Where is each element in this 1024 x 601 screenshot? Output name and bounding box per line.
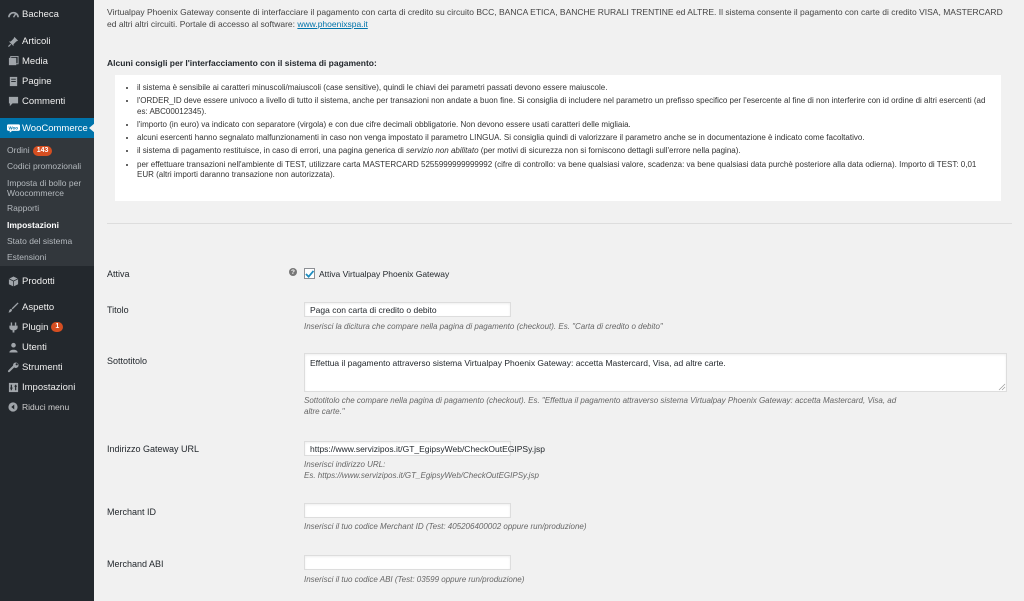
menu-label: Pagine <box>22 75 52 87</box>
description-line: Inserisci indirizzo URL: <box>304 460 386 469</box>
tools-icon <box>4 361 22 373</box>
submenu-imposta-di-bollo[interactable] <box>7 178 81 198</box>
woocommerce-icon <box>4 122 22 134</box>
pin-icon <box>4 35 22 47</box>
submenu-label: Woocommerce <box>7 188 64 198</box>
tip-item: • l'importo (in euro) va indicato con separatore (virgola) e con due cifre decimali obbligatorie. Non devono essere usati caratteri delle migliaia. <box>137 120 989 130</box>
plugin-updates-badge: 1 <box>51 322 63 332</box>
submenu-stato-del-sistema[interactable]: Stato del sistema <box>7 236 73 246</box>
merchant-id-label: Merchant ID <box>107 507 157 517</box>
submenu-label: Ordini <box>7 145 30 155</box>
tip-item: • alcuni esercenti hanno segnalato malfunzionamenti in caso non venga impostato il parametro LINGUA. Si consiglia quindi di valorizzare il parametro anche se in documentazione è indicato come facoltativo. <box>137 133 989 143</box>
menu-label: Bacheca <box>22 8 59 20</box>
attiva-checkbox-label[interactable]: Attiva Virtualpay Phoenix Gateway <box>319 269 450 279</box>
tip-item: • per effettuare transazioni nell'ambiente di TEST, utilizzare carta MASTERCARD 5255999999999992 (cifre di controllo: va bene qualsiasi valore, scadenza: va bene qualsiasi data purchè posteriore alla data odierna). Importo di TEST: 0,01 EUR (altri importi daranno transazione non autorizzata). <box>137 160 989 181</box>
collapse-icon <box>4 401 22 413</box>
menu-label: Prodotti <box>22 275 55 287</box>
menu-utenti[interactable] <box>0 337 94 357</box>
menu-label: Impostazioni <box>22 381 76 393</box>
merchand-abi-label: Merchand ABI <box>107 559 164 569</box>
pages-icon <box>4 75 22 87</box>
tip-text: il sistema di pagamento restituisce, in caso di errori, una pagina generica di <box>137 146 407 156</box>
menu-woocommerce[interactable] <box>0 118 94 138</box>
merchant-id-input[interactable] <box>304 503 511 518</box>
menu-bacheca[interactable] <box>0 4 94 24</box>
menu-label: Riduci menu <box>22 402 70 412</box>
submenu-estensioni[interactable]: Estensioni <box>7 252 47 262</box>
tip-item <box>137 146 989 156</box>
tips-list <box>115 75 1001 180</box>
attiva-checkbox[interactable] <box>304 268 315 279</box>
help-tip-icon[interactable]: ? <box>289 268 297 276</box>
section-divider <box>107 223 1012 224</box>
menu-label: Media <box>22 55 48 67</box>
gateway-url-description <box>304 459 539 481</box>
comments-icon <box>4 95 22 107</box>
attiva-label: Attiva <box>107 269 130 279</box>
sottotitolo-description <box>304 395 896 417</box>
submenu-ordini[interactable] <box>7 145 52 156</box>
sottotitolo-value: Effettua il pagamento attraverso sistema Virtualpay Phoenix Gateway: accetta Mastercard, Visa, ad altre carte. <box>310 358 726 368</box>
menu-media[interactable] <box>0 51 94 71</box>
gateway-url-input[interactable]: https://www.servizipos.it/GT_EgipsyWeb/CheckOutEGIPSy.jsp <box>304 441 511 456</box>
menu-pagine[interactable] <box>0 71 94 91</box>
sottotitolo-textarea[interactable] <box>304 353 1007 392</box>
tips-box <box>115 75 1001 201</box>
merchand-abi-description: Inserisci il tuo codice ABI (Test: 03599 oppure run/produzione) <box>304 575 525 584</box>
menu-impostazioni[interactable] <box>0 377 94 397</box>
menu-prodotti[interactable] <box>0 271 94 291</box>
menu-label: Plugin <box>22 321 49 333</box>
submenu-label: Imposta di bollo per <box>7 178 82 188</box>
menu-commenti[interactable] <box>0 91 94 111</box>
description-line: Es. https://www.servizipos.it/GT_EgipsyWeb/CheckOutEGIPSy.jsp <box>304 471 539 480</box>
appearance-icon <box>4 301 22 313</box>
merchand-abi-input[interactable] <box>304 555 511 570</box>
woocommerce-submenu <box>0 138 94 266</box>
settings-icon <box>4 381 22 393</box>
titolo-description: Inserisci la dicitura che compare nella pagina di pagamento (checkout). Es. "Carta di credito o debito" <box>304 322 663 331</box>
description-line: Sottotitolo che compare nella pagina di pagamento (checkout). Es. "Effettua il pagamento attraverso sistema Virtualpay Phoenix Gateway: accetta Mastercard, Visa, ad <box>304 396 897 405</box>
admin-sidebar <box>0 0 94 601</box>
intro-text: Virtualpay Phoenix Gateway consente di interfacciare il pagamento con carta di credito su circuito BCC, BANCA ETICA, BANCHE RURALI TRENTINE ed ALTRE. Il sistema consente il pagamento con carte di credito VISA, MASTERCARD ed altri altri circuiti. Portale di accesso al software: <box>107 7 1003 29</box>
users-icon <box>4 341 22 353</box>
phoenix-portal-link[interactable]: www.phoenixspa.it <box>297 18 368 29</box>
settings-content <box>94 0 1024 601</box>
submenu-codici-promozionali[interactable]: Codici promozionali <box>7 161 82 171</box>
menu-articoli[interactable] <box>0 31 94 51</box>
products-icon <box>4 275 22 287</box>
resize-grip-icon[interactable] <box>999 384 1005 390</box>
media-icon <box>4 55 22 67</box>
tips-heading: Alcuni consigli per l'interfacciamento con il sistema di pagamento: <box>107 58 377 68</box>
menu-label: Articoli <box>22 35 51 47</box>
sottotitolo-label: Sottotitolo <box>107 356 148 366</box>
tip-item: • l'ORDER_ID deve essere univoco a livello di tutto il sistema, anche per transazioni non andate a buon fine. Si consiglia di includere nel parametro un prefisso specifico per l'esercente al fine di non interferire con id ordine di altri esercenti (ad es: ABC00012345). <box>137 96 989 117</box>
svg-text:Woo: Woo <box>7 125 18 131</box>
merchant-id-description: Inserisci il tuo codice Merchant ID (Test: 405206400002 oppure run/produzione) <box>304 522 587 531</box>
gateway-intro <box>107 7 1007 30</box>
gateway-url-label: Indirizzo Gateway URL <box>107 444 200 454</box>
menu-plugin[interactable] <box>0 317 94 337</box>
description-line: altre carte." <box>304 407 345 416</box>
orders-count-badge: 143 <box>33 146 53 156</box>
menu-label: WooCommerce <box>22 122 88 134</box>
checkmark-icon <box>305 270 314 278</box>
submenu-rapporti[interactable]: Rapporti <box>7 203 40 213</box>
titolo-input[interactable]: Paga con carta di credito o debito <box>304 302 511 317</box>
menu-strumenti[interactable] <box>0 357 94 377</box>
menu-riduci-menu[interactable] <box>0 397 94 417</box>
tip-emphasis: servizio non abilitato <box>406 146 479 156</box>
menu-label: Commenti <box>22 95 66 107</box>
menu-label: Aspetto <box>22 301 55 313</box>
menu-label: Strumenti <box>22 361 63 373</box>
menu-label: Utenti <box>22 341 47 353</box>
tip-item: • il sistema è sensibile ai caratteri minuscoli/maiuscoli (case sensitive), quindi le chiavi dei parametri passati devono essere maiuscole. <box>137 83 989 93</box>
titolo-label: Titolo <box>107 305 129 315</box>
dashboard-icon <box>4 8 22 20</box>
menu-aspetto[interactable] <box>0 297 94 317</box>
submenu-impostazioni[interactable]: Impostazioni <box>7 220 59 230</box>
tip-text: (per motivi di sicurezza non si forniscono dettagli sull'errore nella pagina). <box>478 146 741 156</box>
plugin-icon <box>4 321 22 333</box>
